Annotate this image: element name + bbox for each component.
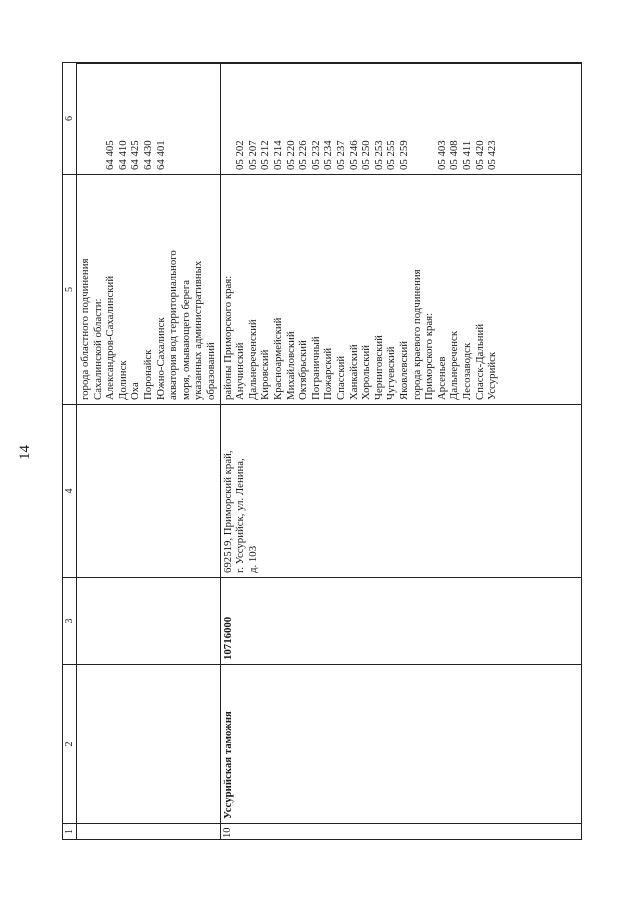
okato-code: 64 401 [154, 140, 167, 170]
okato-code: 05 212 [259, 140, 272, 170]
address-line: 692519, Приморский край, [221, 450, 234, 573]
customs-name-cell [77, 664, 581, 823]
territory-line: районы Приморского края: [221, 275, 234, 400]
territory-line: Кировский [259, 349, 272, 400]
customs-table-wrapper [62, 62, 582, 840]
okato-code: 05 255 [385, 140, 398, 170]
okato-code: 05 226 [297, 140, 310, 170]
territory-line: Красноармейский [272, 317, 284, 400]
okato-code: 05 253 [372, 140, 385, 170]
okato-code: 05 234 [322, 140, 335, 170]
okato-code: 64 430 [142, 140, 154, 170]
territory-line: Хорольский [360, 344, 373, 400]
page-number: 14 [17, 445, 33, 460]
territory-line: Анучинский [234, 342, 247, 400]
territory-line: Уссурийск [486, 351, 499, 400]
okato-code: 05 246 [347, 140, 360, 170]
territory-line: Ханкайский [347, 344, 360, 400]
okato-code: 05 411 [461, 140, 473, 170]
territory-line: акватория вод территориального [167, 250, 180, 400]
okato-code: 64 425 [129, 140, 142, 170]
header-cell-1: 1 [63, 823, 76, 839]
territory-line: указанных административных [192, 260, 205, 400]
okato-code: 05 259 [398, 140, 410, 170]
territory-line: Черниговский [372, 335, 385, 400]
territory-line: города областного подчинения [79, 258, 91, 400]
territory-line: Октябрьский [297, 340, 310, 400]
territory-line: Александров-Сахалинский [104, 275, 117, 400]
territory-line: Пожарский [322, 347, 335, 400]
territory-line: Арсеньев [435, 356, 448, 400]
customs-table [62, 62, 582, 840]
territory-line: Долинск [116, 360, 129, 400]
territory-line: Дальнереченск [448, 330, 461, 400]
table-row [77, 63, 581, 839]
territory-line: Пограничный [309, 336, 322, 400]
customs-code: 10716000 [221, 616, 234, 660]
okato-code: 05 408 [448, 140, 461, 170]
territory-line: Южно-Сахалинск [154, 317, 167, 400]
header-cell-3: 3 [63, 577, 76, 664]
territory-line: Поронайск [142, 349, 154, 400]
territory-line: Дальнереченский [246, 319, 259, 400]
territory-line: Яковлевский [398, 340, 410, 400]
okato-code: 05 423 [486, 140, 499, 170]
address-line: г. Уссурийск, ул. Ленина, [234, 458, 247, 573]
address-line: д. 103 [246, 545, 259, 573]
territory-line: Михайловский [284, 331, 297, 400]
okato-code: 64 405 [104, 140, 117, 170]
territory-line: Спасский [335, 355, 347, 400]
header-cell-4: 4 [63, 404, 76, 577]
territory-line: Приморского края: [423, 312, 436, 400]
okato-code: 05 237 [335, 140, 347, 170]
territory-line: моря, омывающего берега [179, 279, 192, 400]
territory-line: Лесозаводск [461, 342, 473, 400]
okato-code: 05 202 [234, 140, 247, 170]
territory-line: Сахалинской области: [91, 298, 104, 400]
territory-line: Оха [129, 382, 142, 400]
okato-code: 64 410 [116, 140, 129, 170]
header-cell-2: 2 [63, 664, 76, 823]
okato-code-cell [77, 63, 581, 174]
row-number: 10 [221, 827, 233, 838]
row-separator [220, 63, 221, 839]
customs-name: Уссурийская таможня [221, 711, 234, 819]
territory-line: Чугуевский [385, 346, 398, 400]
okato-code: 05 420 [473, 140, 486, 170]
territory-line: Спасск-Дальний [473, 323, 486, 400]
header-cell-5: 5 [63, 174, 76, 404]
address-cell [77, 404, 581, 577]
row-number-cell [77, 823, 581, 839]
territory-line: города краевого подчинения [410, 269, 423, 400]
okato-code: 05 232 [309, 140, 322, 170]
okato-code: 05 250 [360, 140, 373, 170]
code-cell [77, 577, 581, 664]
okato-code: 05 214 [272, 140, 284, 170]
header-cell-6: 6 [64, 116, 75, 121]
header-row [63, 63, 77, 839]
okato-code: 05 403 [435, 140, 448, 170]
okato-code: 05 207 [246, 140, 259, 170]
territory-line: образований [205, 342, 217, 400]
territory-cell [77, 174, 581, 404]
okato-code: 05 220 [284, 140, 297, 170]
